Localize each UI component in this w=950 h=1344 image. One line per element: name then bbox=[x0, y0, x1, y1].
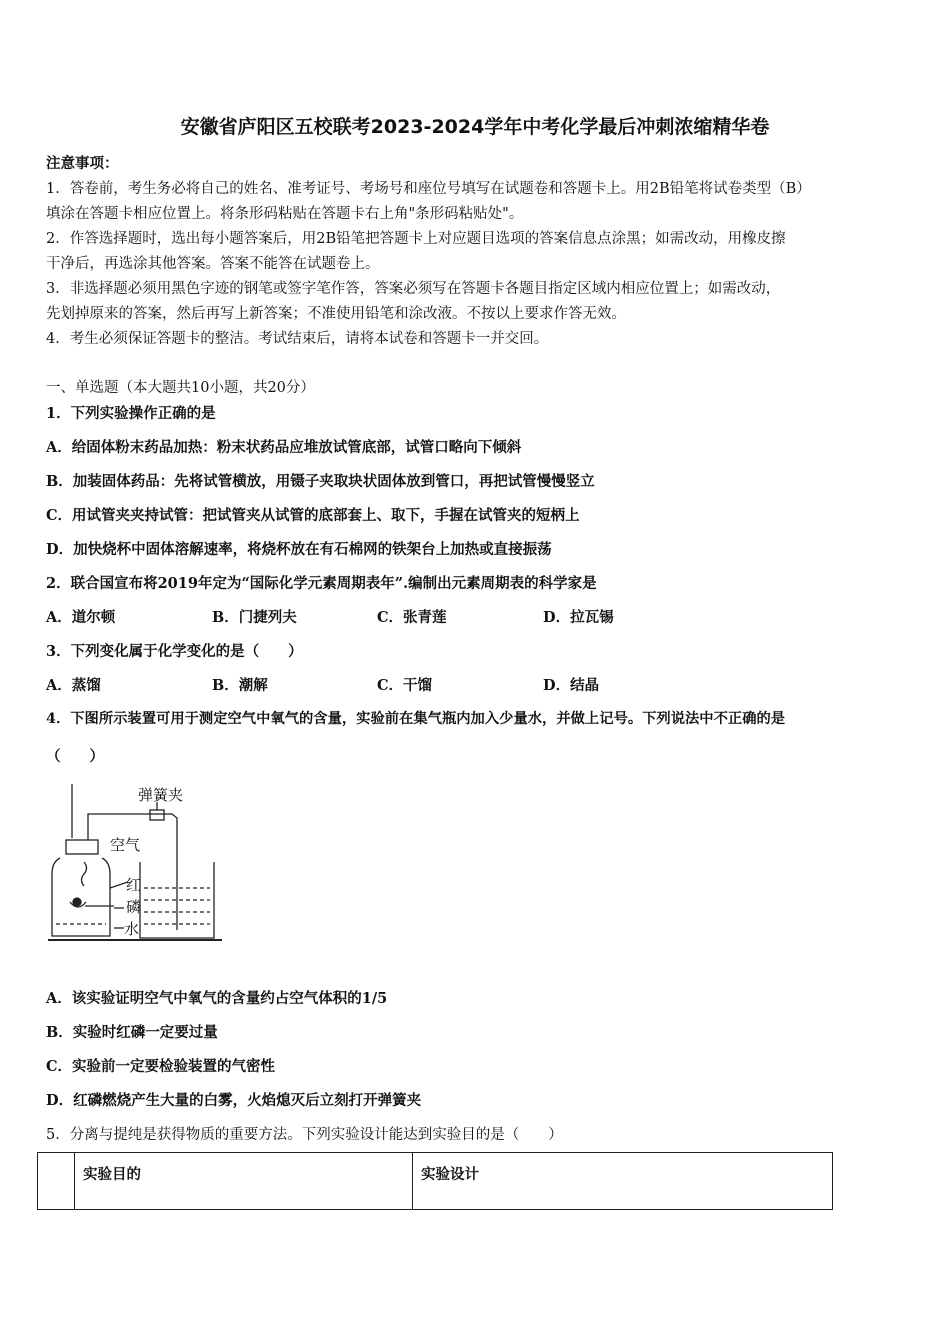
label-phosphorus: 磷 bbox=[126, 898, 142, 916]
note-line: 2．作答选择题时，选出每小题答案后，用2B铅笔把答题卡上对应题目选项的答案信息点涂黑；如需改动，用橡皮擦 bbox=[46, 231, 786, 247]
q4-option-b: B．实验时红磷一定要过量 bbox=[46, 1024, 218, 1041]
table-header-goal: 实验目的 bbox=[75, 1153, 413, 1210]
smoke bbox=[82, 862, 87, 886]
q1-option-d: D．加快烧杯中固体溶解速率，将烧杯放在有石棉网的铁架台上加热或直接振荡 bbox=[46, 541, 552, 558]
q4-paren: （ ） bbox=[46, 748, 104, 765]
stopper bbox=[66, 840, 98, 854]
q2-option-b: B．门捷列夫 bbox=[212, 609, 297, 626]
label-water: 水 bbox=[124, 920, 140, 938]
note-line: 1．答卷前，考生务必将自己的姓名、准考证号、考场号和座位号填写在试题卷和答题卡上。用2B铅笔将试卷类型（B） bbox=[46, 181, 811, 197]
table-cell-blank bbox=[38, 1153, 75, 1210]
label-clip: 弹簧夹 bbox=[138, 786, 184, 804]
q5-table bbox=[37, 1152, 833, 1210]
q3-stem: 3．下列变化属于化学变化的是（ ） bbox=[46, 643, 303, 660]
note-line: 填涂在答题卡相应位置上。将条形码粘贴在答题卡右上角"条形码粘贴处"。 bbox=[46, 206, 524, 222]
q3-option-d: D．结晶 bbox=[543, 677, 600, 694]
apparatus-diagram bbox=[40, 778, 240, 948]
note-line: 3．非选择题必须用黑色字迹的钢笔或签字笔作答，答案必须写在答题卡各题目指定区域内相应位置上；如需改动， bbox=[46, 281, 781, 297]
section-heading: 一、单选题（本大题共10小题，共20分） bbox=[46, 380, 315, 396]
table-row bbox=[38, 1153, 833, 1210]
q3-option-a: A．蒸馏 bbox=[46, 677, 101, 694]
q5-stem: 5．分离与提纯是获得物质的重要方法。下列实验设计能达到实验目的是（ ） bbox=[46, 1127, 563, 1143]
q3-option-b: B．潮解 bbox=[212, 677, 268, 694]
red-phosphorus bbox=[73, 898, 81, 906]
note-line: 干净后，再选涂其他答案。答案不能答在试题卷上。 bbox=[46, 256, 380, 272]
q2-option-d: D．拉瓦锡 bbox=[543, 609, 614, 626]
label-air: 空气 bbox=[110, 836, 141, 854]
q4-option-a: A．该实验证明空气中氧气的含量约占空气体积的1/5 bbox=[46, 990, 388, 1007]
q1-stem: 1．下列实验操作正确的是 bbox=[46, 405, 216, 422]
label-red: 红 bbox=[126, 876, 142, 894]
q3-option-c: C．干馏 bbox=[377, 677, 433, 694]
q1-option-c: C．用试管夹夹持试管：把试管夹从试管的底部套上、取下，手握在试管夹的短柄上 bbox=[46, 507, 580, 524]
q1-option-a: A．给固体粉末药品加热：粉末状药品应堆放试管底部，试管口略向下倾斜 bbox=[46, 439, 522, 456]
q2-option-c: C．张青莲 bbox=[377, 609, 447, 626]
q2-stem: 2．联合国宣布将2019年定为“国际化学元素周期表年”.编制出元素周期表的科学家是 bbox=[46, 575, 597, 592]
spring-clip bbox=[150, 810, 164, 820]
q1-option-b: B．加装固体药品：先将试管横放，用镊子夹取块状固体放到管口，再把试管慢慢竖立 bbox=[46, 473, 595, 490]
apparatus-figure bbox=[40, 778, 240, 948]
notes-heading: 注意事项： bbox=[46, 155, 119, 172]
q4-option-c: C．实验前一定要检验装置的气密性 bbox=[46, 1058, 276, 1075]
note-line: 4．考生必须保证答题卡的整洁。考试结束后，请将本试卷和答题卡一并交回。 bbox=[46, 331, 549, 347]
q2-option-a: A．道尔顿 bbox=[46, 609, 116, 626]
note-line: 先划掉原来的答案，然后再写上新答案；不准使用铅笔和涂改液。不按以上要求作答无效。 bbox=[46, 306, 626, 322]
page-title: 安徽省庐阳区五校联考2023-2024学年中考化学最后冲刺浓缩精华卷 bbox=[180, 116, 770, 138]
q4-stem: 4．下图所示装置可用于测定空气中氧气的含量，实验前在集气瓶内加入少量水，并做上记号。下列说法中不正确的是 bbox=[46, 711, 786, 727]
table-header-design: 实验设计 bbox=[413, 1153, 833, 1210]
q4-option-d: D．红磷燃烧产生大量的白雾，火焰熄灭后立刻打开弹簧夹 bbox=[46, 1092, 422, 1109]
